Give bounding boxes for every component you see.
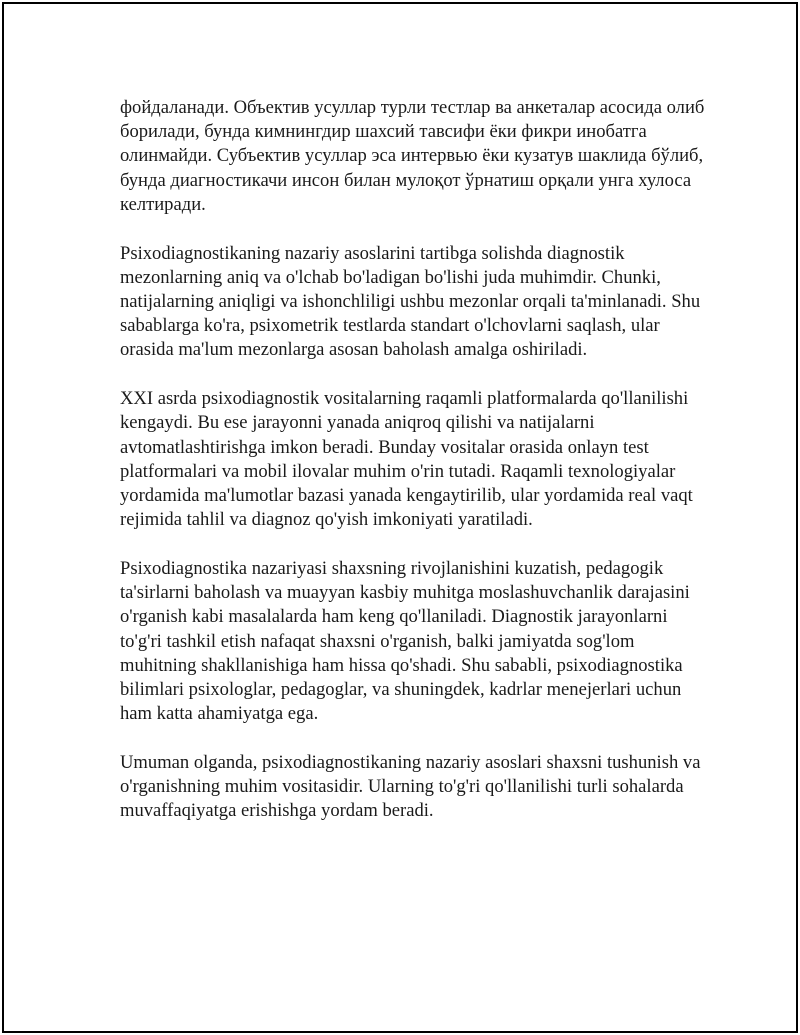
- document-page: [2, 2, 798, 1033]
- document-body: [120, 96, 710, 824]
- paragraph-2: Psixodiagnostikaning nazariy asoslarini tartibga solishda diagnostik mezonlarning aniq va o'lchab bo'ladigan bo'lishi juda muhimdir. Chunki, natijalarning aniqligi va ishonchliligi ushbu mezonlar orqali ta'minlanadi. Shu sabablarga ko'ra, psixometrik testlarda standart o'lchovlarni saqlash, ular orasida ma'lum mezonlarga asosan baholash amalga oshiriladi.: [120, 242, 701, 361]
- paragraph-5: Umuman olganda, psixodiagnostikaning nazariy asoslari shaxsni tushunish va o'rganishning muhim vositasidir. Ularning to'g'ri qo'llanilishi turli sohalarda muvaffaqiyatga erishishga yordam beradi.: [120, 752, 701, 822]
- paragraph-1: фойдаланади. Объектив усуллар турли тестлар ва анкеталар асосида олиб борилади, бунда кимнингдир шахсий тавсифи ёки фикри инобатга олинмайди. Субъектив усуллар эса интервью ёки кузатув шаклида бўлиб, бунда диагностикачи инсон билан мулоқот ўрнатиш орқали унга хулоса келтиради.: [120, 97, 705, 215]
- paragraph-4: Psixodiagnostika nazariyasi shaxsning rivojlanishini kuzatish, pedagogik ta'sirlarni baholash va muayyan kasbiy muhitga moslashuvchanlik darajasini o'rganish kabi masalalarda ham keng qo'llaniladi. Diagnostik jarayonlarni to'g'ri tashkil etish nafaqat shaxsni o'rganish, balki jamiyatda sog'lom muhitning shakllanishiga ham hissa qo'shadi. Shu sababli, psixodiagnostika bilimlari psixologlar, pedagoglar, va shuningdek, kadrlar menejerlari uchun ham katta ahamiyatga ega.: [120, 558, 690, 725]
- paragraph-3: XXI asrda psixodiagnostik vositalarning raqamli platformalarda qo'llanilishi kengaydi. Bu ese jarayonni yanada aniqroq qilishi va natijalarni avtomatlashtirishga imkon beradi. Bunday vositalar orasida onlayn test platformalari va mobil ilovalar muhim o'rin tutadi. Raqamli texnologiyalar yordamida ma'lumotlar bazasi yanada kengaytirilib, ular yordamida real vaqt rejimida tahlil va diagnoz qo'yish imkoniyati yaratiladi.: [120, 388, 693, 531]
